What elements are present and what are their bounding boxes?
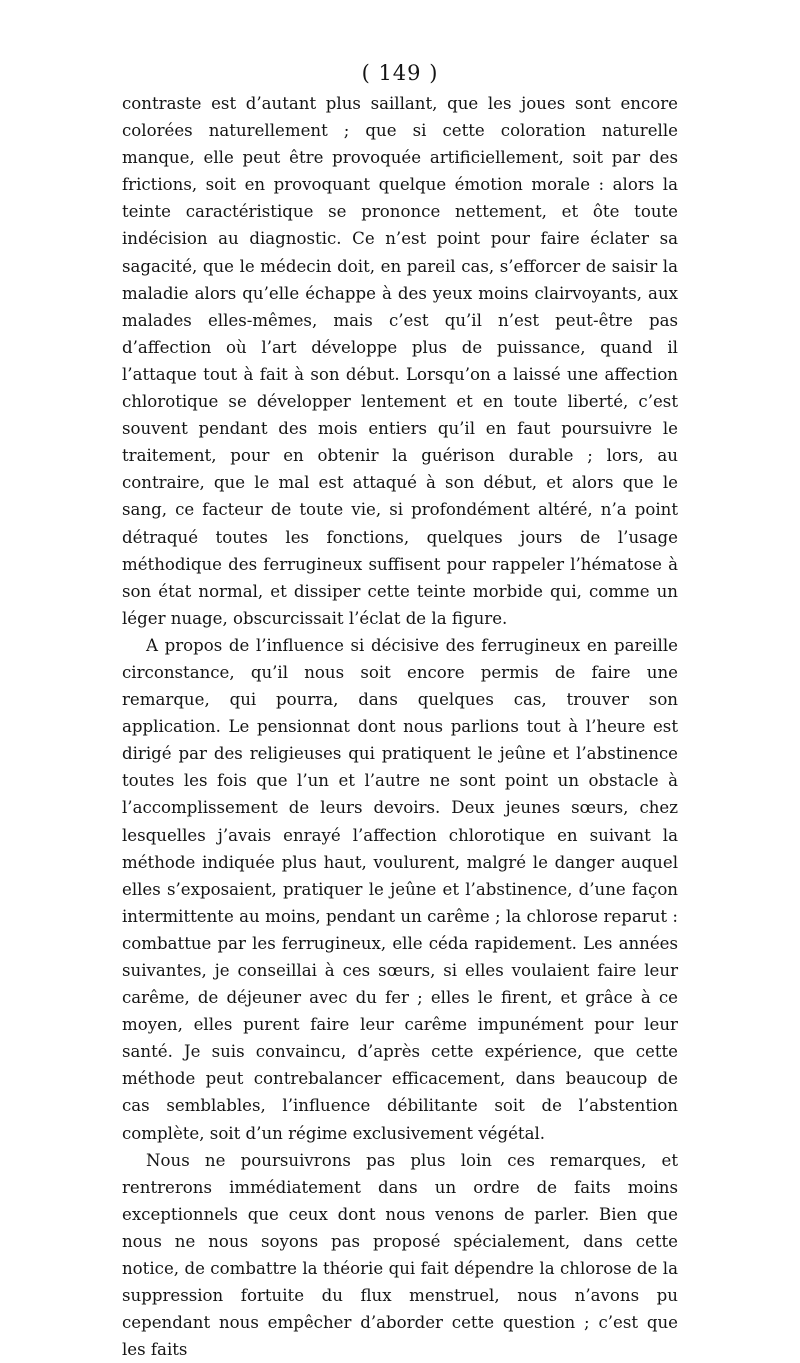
page-number: ( 149 ) xyxy=(361,61,439,85)
body-text xyxy=(122,90,678,1363)
paragraph-remarques: Nous ne poursuivrons pas plus loin ces remarques, et rentrerons immédiatement dans un ordre de faits moins exceptionnels que ceux dont nous venons de parler. Bien que nous ne nous soyons pas proposé spécialement, dans cette notice, de combattre la théorie qui fait dépendre la chlorose de la suppression fortuite du flux menstruel, nous n’avons pu cependant nous empêcher d’aborder cette question ; c’est que les faits xyxy=(122,1150,678,1360)
paragraph-continuation: contraste est d’autant plus saillant, que les joues sont encore colorées naturellement ; que si cette coloration naturelle manque, elle peut être provoquée artificiellement, soit par des frictions, soit en provoquant quelque émotion morale : alors la teinte caractéristique se prononce nettement, et ôte toute indécision au diagnostic. Ce n’est point pour faire éclater sa sagacité, que le médecin doit, en pareil cas, s’efforcer de saisir la maladie alors qu’elle échappe à des yeux moins clairvoyants, aux malades elles-mêmes, mais c’est qu’il n’est peut-être pas d’affection où l’art développe plus de puissance, quand il l’attaque tout à fait à son début. Lorsqu’on a laissé une affection chlorotique se développer lentement et en toute liberté, c’est souvent pendant des mois entiers qu’il en faut poursuivre le traitement, pour en obtenir la guérison durable ; lors, au contraire, que le mal est attaqué à son début, et alors que le sang, ce facteur de toute vie, si profondément altéré, n’a point détraqué toutes les fonctions, quelques jours de l’usage méthodique des ferrugineux suffisent pour rappeler l’hématose à son état normal, et dissiper cette teinte morbide qui, comme un léger nuage, obscurcissait l’éclat de la figure. xyxy=(122,94,678,628)
paragraph-ferrugineux: A propos de l’influence si décisive des ferrugineux en pareille circonstance, qu’il nous soit encore permis de faire une remarque, qui pourra, dans quelques cas, trouver son application. Le pensionnat dont nous parlions tout à l’heure est dirigé par des religieuses qui pratiquent le jeûne et l’abstinence toutes les fois que l’un et l’autre ne sont point un obstacle à l’accomplissement de leurs devoirs. Deux jeunes sœurs, chez lesquelles j’avais enrayé l’affection chlorotique en suivant la méthode indiquée plus haut, voulurent, malgré le danger auquel elles s’exposaient, pratiquer le jeûne et l’abstinence, d’une façon intermittente au moins, pendant un carême ; la chlorose reparut : combattue par les ferrugineux, elle céda rapidement. Les années suivantes, je conseillai à ces sœurs, si elles voulaient faire leur carême, de déjeuner avec du fer ; elles le firent, et grâce à ce moyen, elles purent faire leur carême impunément pour leur santé. Je suis convaincu, d’après cette expérience, que cette méthode peut contrebalancer efficacement, dans beaucoup de cas semblables, l’influence débilitante soit de l’abstention complète, soit d’un régime exclusivement végétal. xyxy=(122,635,678,1143)
